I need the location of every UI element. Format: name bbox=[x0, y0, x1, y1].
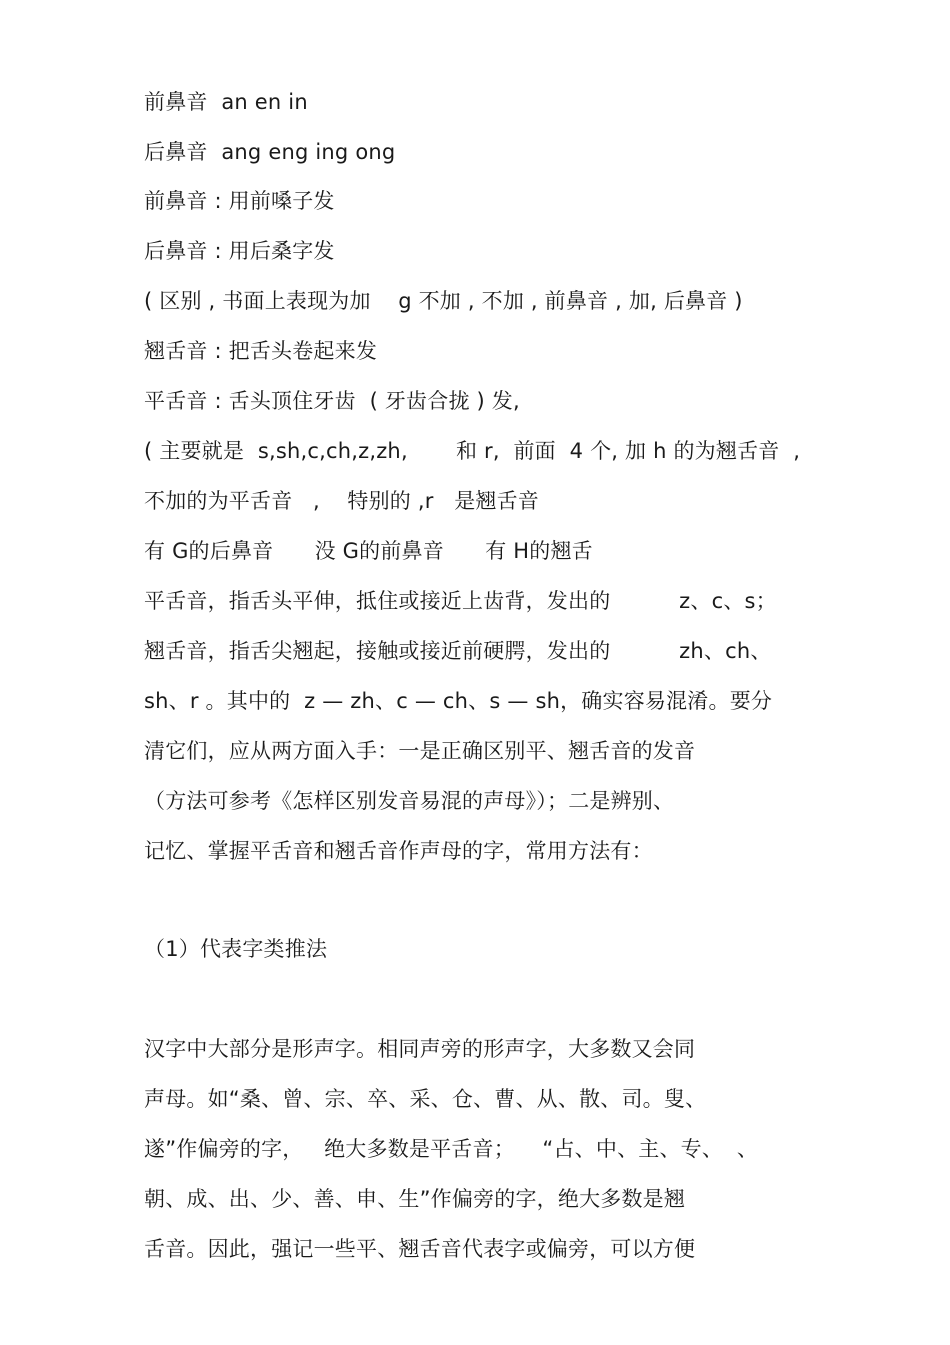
text-line: 翘舌音 : 把舌头卷起来发 bbox=[144, 339, 378, 363]
section-heading: （1）代表字类推法 bbox=[144, 937, 328, 961]
text-line: 前鼻音 : 用前嗓子发 bbox=[144, 189, 335, 213]
text-line: 朝、成、出、少、善、申、生”作偏旁的字，绝大多数是翘 bbox=[144, 1187, 686, 1211]
text-line: 翘舌音，指舌尖翘起，接触或接近前硬腭，发出的 zh、ch、 bbox=[144, 639, 772, 663]
text-line: 前鼻音 an en in bbox=[144, 90, 308, 114]
text-line: 舌音。因此，强记一些平、翘舌音代表字或偏旁，可以方便 bbox=[144, 1237, 696, 1261]
text-line: 声母。如“桑、曾、宗、卒、采、仓、曹、从、散、司。叟、 bbox=[144, 1087, 707, 1111]
text-line: 平舌音，指舌头平伸，抵住或接近上齿背，发出的 z、c、s； bbox=[144, 589, 777, 613]
text-line: ( 区别 , 书面上表现为加 g 不加 , 不加 , 前鼻音 , 加, 后鼻音 ) bbox=[144, 289, 743, 313]
text-line: sh、r 。其中的 z — zh、c — ch、s — sh，确实容易混淆。要分 bbox=[144, 689, 773, 713]
text-line: 后鼻音 : 用后桑字发 bbox=[144, 239, 335, 263]
text-line: 不加的为平舌音 , 特别的 ,r 是翘舌音 bbox=[144, 489, 540, 513]
text-line: 记忆、掌握平舌音和翘舌音作声母的字，常用方法有： bbox=[144, 839, 653, 863]
text-line: ( 主要就是 s,sh,c,ch,z,zh, 和 r, 前面 4 个, 加 h 的为翘舌音 , bbox=[144, 439, 801, 463]
text-line: （方法可参考《怎样区别发音易混的声母》）；二是辨别、 bbox=[144, 789, 675, 813]
text-line: 汉字中大部分是形声字。相同声旁的形声字，大多数又会同 bbox=[144, 1037, 696, 1061]
text-line: 遂”作偏旁的字， 绝大多数是平舌音； “占、中、主、专、 、 bbox=[144, 1137, 759, 1161]
text-line: 有 G的后鼻音 没 G的前鼻音 有 H的翘舌 bbox=[144, 539, 593, 563]
text-line: 后鼻音 ang eng ing ong bbox=[144, 140, 396, 164]
text-line: 清它们，应从两方面入手：一是正确区别平、翘舌音的发音 bbox=[144, 739, 696, 763]
text-line: 平舌音 : 舌头顶住牙齿 ( 牙齿合拢 ) 发, bbox=[144, 389, 520, 413]
